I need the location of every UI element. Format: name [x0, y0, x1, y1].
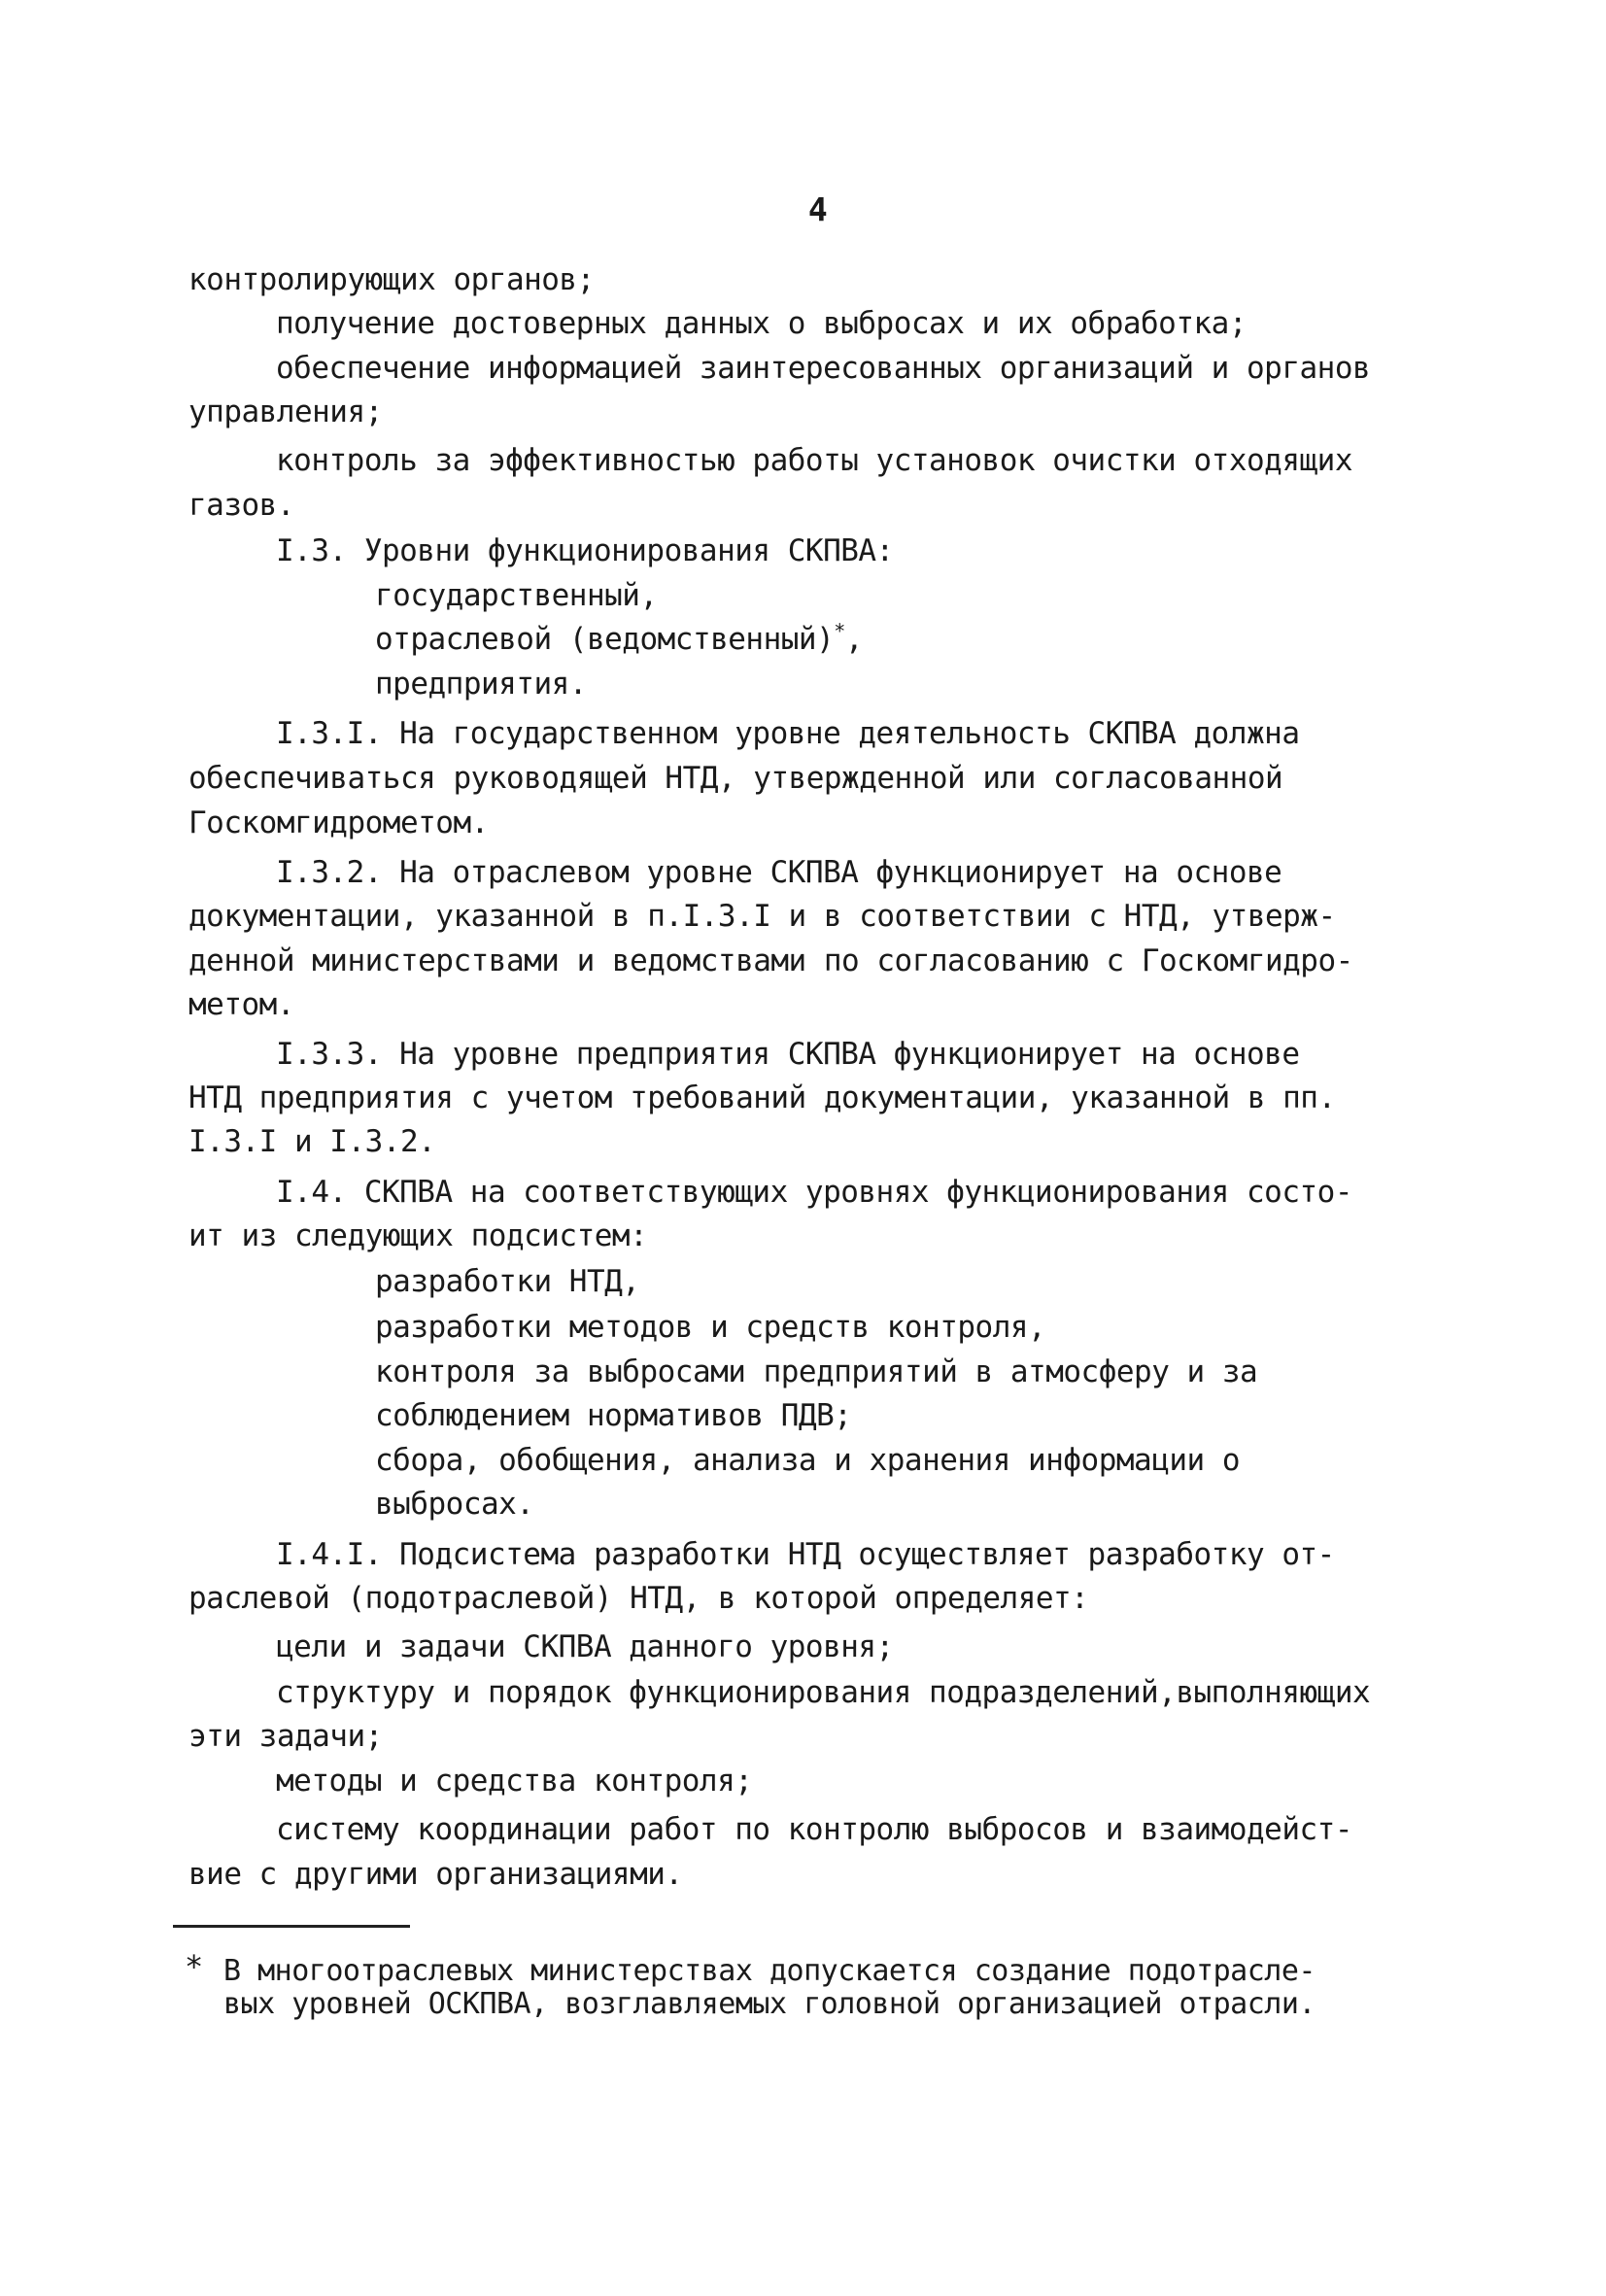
text-line: документации, указанной в п.I.3.I и в соответствии с НТД, утверж- — [188, 899, 1336, 934]
list-item-text: отраслевой (ведомственный) — [375, 622, 835, 657]
footnote-line: В многоотраслевых министерствах допускается создание подотрасле- — [223, 1954, 1316, 1988]
text-line: контроль за эффективностью работы установок очистки отходящих — [276, 443, 1352, 478]
section-heading: I.4.I. Подсистема разработки НТД осуществляет разработку от- — [276, 1537, 1335, 1572]
section-heading: I.4. СКПВА на соответствующих уровнях функционирования состо- — [276, 1175, 1352, 1210]
footnote-line: вых уровней ОСКПВА, возглавляемых головной организацией отрасли. — [223, 1987, 1316, 2021]
list-item: систему координации работ по контролю выбросов и взаимодейст- — [276, 1812, 1352, 1847]
section-heading: I.3. Уровни функционирования СКПВА: — [276, 533, 894, 568]
text-line: метом. — [188, 987, 294, 1022]
list-item-punct: , — [844, 622, 863, 657]
list-item — [375, 620, 863, 659]
list-item: разработки НТД, — [375, 1264, 640, 1299]
text-line: Госкомгидрометом. — [188, 805, 489, 840]
text-line: I.3.I и I.3.2. — [188, 1124, 436, 1159]
list-item: предприятия. — [375, 667, 587, 702]
page-number: 4 — [807, 190, 828, 228]
text-line: обеспечиваться руководящей НТД, утвержденной или согласованной — [188, 761, 1283, 796]
footnote-mark: * — [185, 1948, 203, 1985]
footnote-ref: * — [834, 619, 845, 643]
list-item: государственный, — [375, 578, 658, 613]
list-item: методы и средства контроля; — [276, 1764, 753, 1799]
text-line: I.3.3. На уровне предприятия СКПВА функционирует на основе — [276, 1037, 1300, 1072]
text-line: управления; — [188, 394, 383, 429]
text-line: НТД предприятия с учетом требований документации, указанной в пп. — [188, 1080, 1336, 1115]
list-item: цели и задачи СКПВА данного уровня; — [276, 1629, 894, 1664]
text-line: раслевой (подотраслевой) НТД, в которой определяет: — [188, 1581, 1089, 1616]
footnote-divider — [173, 1925, 410, 1928]
list-item: контроля за выбросами предприятий в атмосферу и за — [375, 1354, 1258, 1389]
text-line: I.3.I. На государственном уровне деятельность СКПВА должна — [276, 716, 1300, 751]
text-line: газов. — [188, 488, 294, 523]
text-line: ит из следующих подсистем: — [188, 1218, 648, 1253]
text-line: обеспечение информацией заинтересованных организаций и органов — [276, 351, 1371, 386]
text-line: получение достоверных данных о выбросах и их обработка; — [276, 306, 1247, 341]
list-item: структуру и порядок функционирования подразделений,выполняющих — [276, 1675, 1371, 1710]
text-line: эти задачи; — [188, 1719, 383, 1754]
list-item: выбросах. — [375, 1487, 534, 1522]
list-item: сбора, обобщения, анализа и хранения информации о — [375, 1443, 1241, 1478]
text-line: вие с другими организациями. — [188, 1857, 683, 1892]
list-item: соблюдением нормативов ПДВ; — [375, 1398, 852, 1433]
text-line: контролирующих органов; — [188, 262, 595, 297]
list-item: разработки методов и средств контроля, — [375, 1310, 1046, 1345]
text-line: денной министерствами и ведомствами по согласованию с Госкомгидро- — [188, 943, 1353, 978]
text-line: I.3.2. На отраслевом уровне СКПВА функционирует на основе — [276, 855, 1282, 890]
